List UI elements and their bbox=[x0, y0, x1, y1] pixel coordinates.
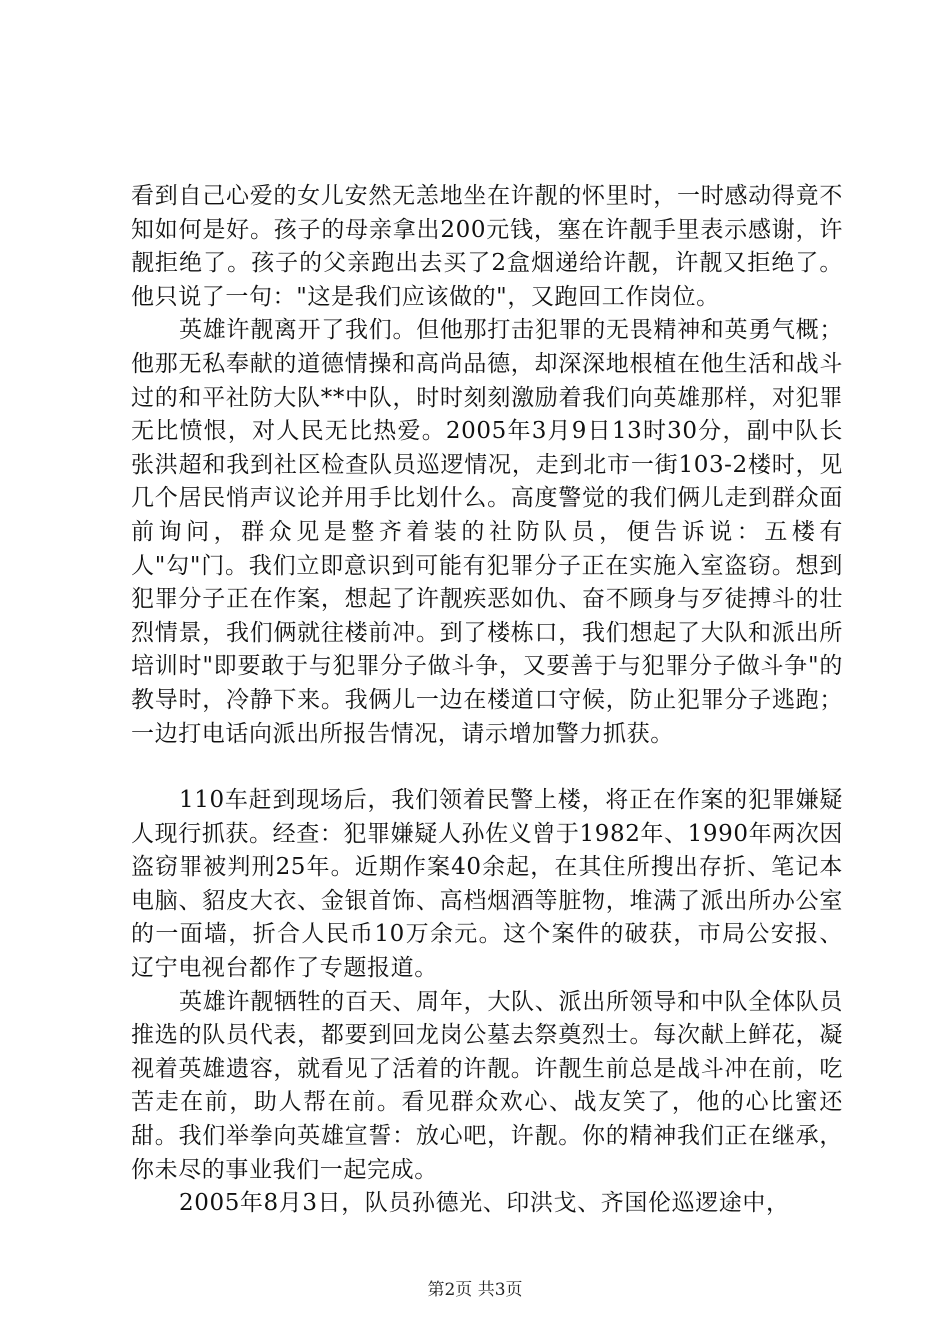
paragraph-memorial: 英雄许靓牺牲的百天、周年，大队、派出所领导和中队全体队员推选的队员代表，都要到回龙岗公墓去祭奠烈士。每次献上鲜花，凝视着英雄遗容，就看见了活着的许靓。许靓生前总是战斗冲在前，吃苦走在前，助人帮在前。看见群众欢心、战友笑了，他的心比蜜还甜。我们举拳向英雄宣誓：放心吧，许靓。你的精神我们正在继承，你未尽的事业我们一起完成。 bbox=[131, 988, 843, 1183]
document-body bbox=[131, 180, 843, 1221]
paragraph-continuation: 看到自己心爱的女儿安然无恙地坐在许靓的怀里时，一时感动得竟不知如何是好。孩子的母亲拿出200元钱，塞在许靓手里表示感谢，许靓拒绝了。孩子的父亲跑出去买了2盒烟递给许靓，许靓又拒绝了。他只说了一句："这是我们应该做的"，又跑回工作岗位。 bbox=[131, 183, 843, 310]
page-number-footer: 第2页 共3页 bbox=[427, 1280, 523, 1300]
paragraph-patrol: 2005年8月3日，队员孙德光、印洪戈、齐国伦巡逻途中， bbox=[179, 1190, 790, 1217]
paragraph-hero-legacy: 英雄许靓离开了我们。但他那打击犯罪的无畏精神和英勇气概；他那无私奉献的道德情操和高尚品德，却深深地根植在他生活和战斗过的和平社防大队**中队，时时刻刻激励着我们向英雄那样，对犯罪无比愤恨，对人民无比热爱。2005年3月9日13时30分，副中队长张洪超和我到社区检查队员巡逻情况，走到北市一街103-2楼时，见几个居民悄声议论并用手比划什么。高度警觉的我们俩儿走到群众面前询问，群众见是整齐着装的社防队员，便告诉说：五楼有人"勾"门。我们立即意识到可能有犯罪分子正在实施入室盗窃。想到犯罪分子正在作案，想起了许靓疾恶如仇、奋不顾身与歹徒搏斗的壮烈情景，我们俩就往楼前冲。到了楼栋口，我们想起了大队和派出所培训时"即要敢于与犯罪分子做斗争，又要善于与犯罪分子做斗争"的教导时，冷静下来。我俩儿一边在楼道口守候，防止犯罪分子逃跑；一边打电话向派出所报告情况，请示增加警力抓获。 bbox=[131, 317, 843, 747]
paragraph-arrest: 110车赶到现场后，我们领着民警上楼，将正在作案的犯罪嫌疑人现行抓获。经查：犯罪嫌疑人孙佐义曾于1982年、1990年两次因盗窃罪被判刑25年。近期作案40余起，在其住所搜出存折、笔记本电脑、貂皮大衣、金银首饰、高档烟酒等脏物，堆满了派出所办公室的一面墙，折合人民币10万余元。这个案件的破获，市局公安报、辽宁电视台都作了专题报道。 bbox=[131, 787, 843, 982]
